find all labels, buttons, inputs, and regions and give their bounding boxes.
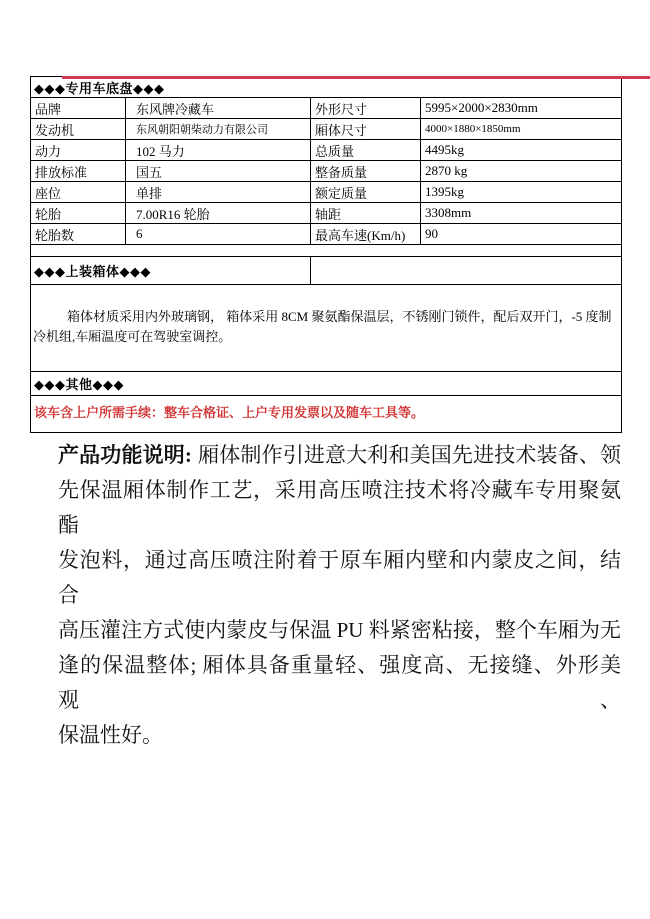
description-line: 逢的保温整体; 厢体具备重量轻、强度高、无接缝、外形美观、 (58, 653, 621, 712)
spec-label: 轮胎数 (31, 224, 126, 244)
spec-value: 102 马力 (126, 140, 311, 160)
spec-value: 4495kg (425, 142, 464, 157)
description-line: 发泡料，通过高压喷注附着于原车厢内壁和内蒙皮之间，结合 (58, 548, 621, 607)
registration-notice-row (31, 396, 621, 432)
table-row (31, 224, 621, 245)
spec-value: 7.00R16 轮胎 (126, 203, 311, 223)
box-description-row (31, 285, 621, 372)
spec-label: 总质量 (311, 140, 421, 160)
table-row (31, 140, 621, 161)
spec-label: 最高车速(Km/h) (311, 224, 421, 244)
product-description (58, 438, 621, 753)
spec-value: 6 (126, 224, 311, 244)
table-row (31, 182, 621, 203)
spec-label: 座位 (31, 182, 126, 202)
table-row (31, 119, 621, 140)
spec-label: 轴距 (311, 203, 421, 223)
description-label: 产品功能说明: (58, 443, 192, 467)
other-section-title: ◆◆◆其他◆◆◆ (34, 377, 124, 392)
description-line: 先保温厢体制作工艺，采用高压喷注技术将冷藏车专用聚氨酯 (58, 478, 621, 537)
spec-value: 东风牌冷藏车 (126, 98, 311, 118)
spec-value: 5995×2000×2830mm (425, 100, 538, 115)
spec-value: 90 (425, 226, 438, 241)
description-text: 厢体制作引进意大利和美国先进技术装备、领 (197, 443, 621, 467)
registration-notice: 该车含上户所需手续：整车合格证、上户专用发票以及随车工具等。 (34, 405, 425, 420)
table-row (31, 203, 621, 224)
spec-label: 动力 (31, 140, 126, 160)
spec-label: 品牌 (31, 98, 126, 118)
spec-value: 国五 (126, 161, 311, 181)
box-description: 箱体材质采用内外玻璃钢， 箱体采用 8CM 聚氨酯保温层，不锈刚门锁件，配后双开门，-5 度制冷机组,车厢温度可在驾驶室调控。 (33, 309, 612, 344)
spec-label: 整备质量 (311, 161, 421, 181)
spec-label: 厢体尺寸 (311, 119, 421, 139)
spec-label: 外形尺寸 (311, 98, 421, 118)
box-section-header-empty-cell (311, 257, 621, 284)
red-accent-line (62, 76, 650, 79)
description-line (58, 438, 621, 473)
spec-value: 东风朝阳朝柴动力有限公司 (126, 119, 311, 139)
spec-label: 发动机 (31, 119, 126, 139)
spec-label: 额定质量 (311, 182, 421, 202)
spec-table (30, 76, 622, 433)
spec-value: 3308mm (425, 205, 472, 220)
other-section-header (31, 372, 621, 396)
table-row (31, 161, 621, 182)
spec-value: 单排 (126, 182, 311, 202)
spec-value: 2870 kg (425, 163, 468, 178)
spec-value: 4000×1880×1850mm (425, 123, 521, 135)
chassis-section-header (31, 77, 621, 98)
description-line: 高压灌注方式使内蒙皮与保温 PU 料紧密粘接，整个车厢为无 (58, 618, 621, 642)
box-section-title: ◆◆◆上装箱体◆◆◆ (31, 257, 311, 284)
spec-label: 轮胎 (31, 203, 126, 223)
spec-value: 1395kg (425, 184, 464, 199)
table-row (31, 98, 621, 119)
chassis-section-title: ◆◆◆专用车底盘◆◆◆ (34, 80, 165, 96)
spec-label: 排放标准 (31, 161, 126, 181)
box-section-header (31, 257, 621, 285)
spacer-row (31, 245, 621, 257)
description-line: 保温性好。 (58, 723, 163, 747)
